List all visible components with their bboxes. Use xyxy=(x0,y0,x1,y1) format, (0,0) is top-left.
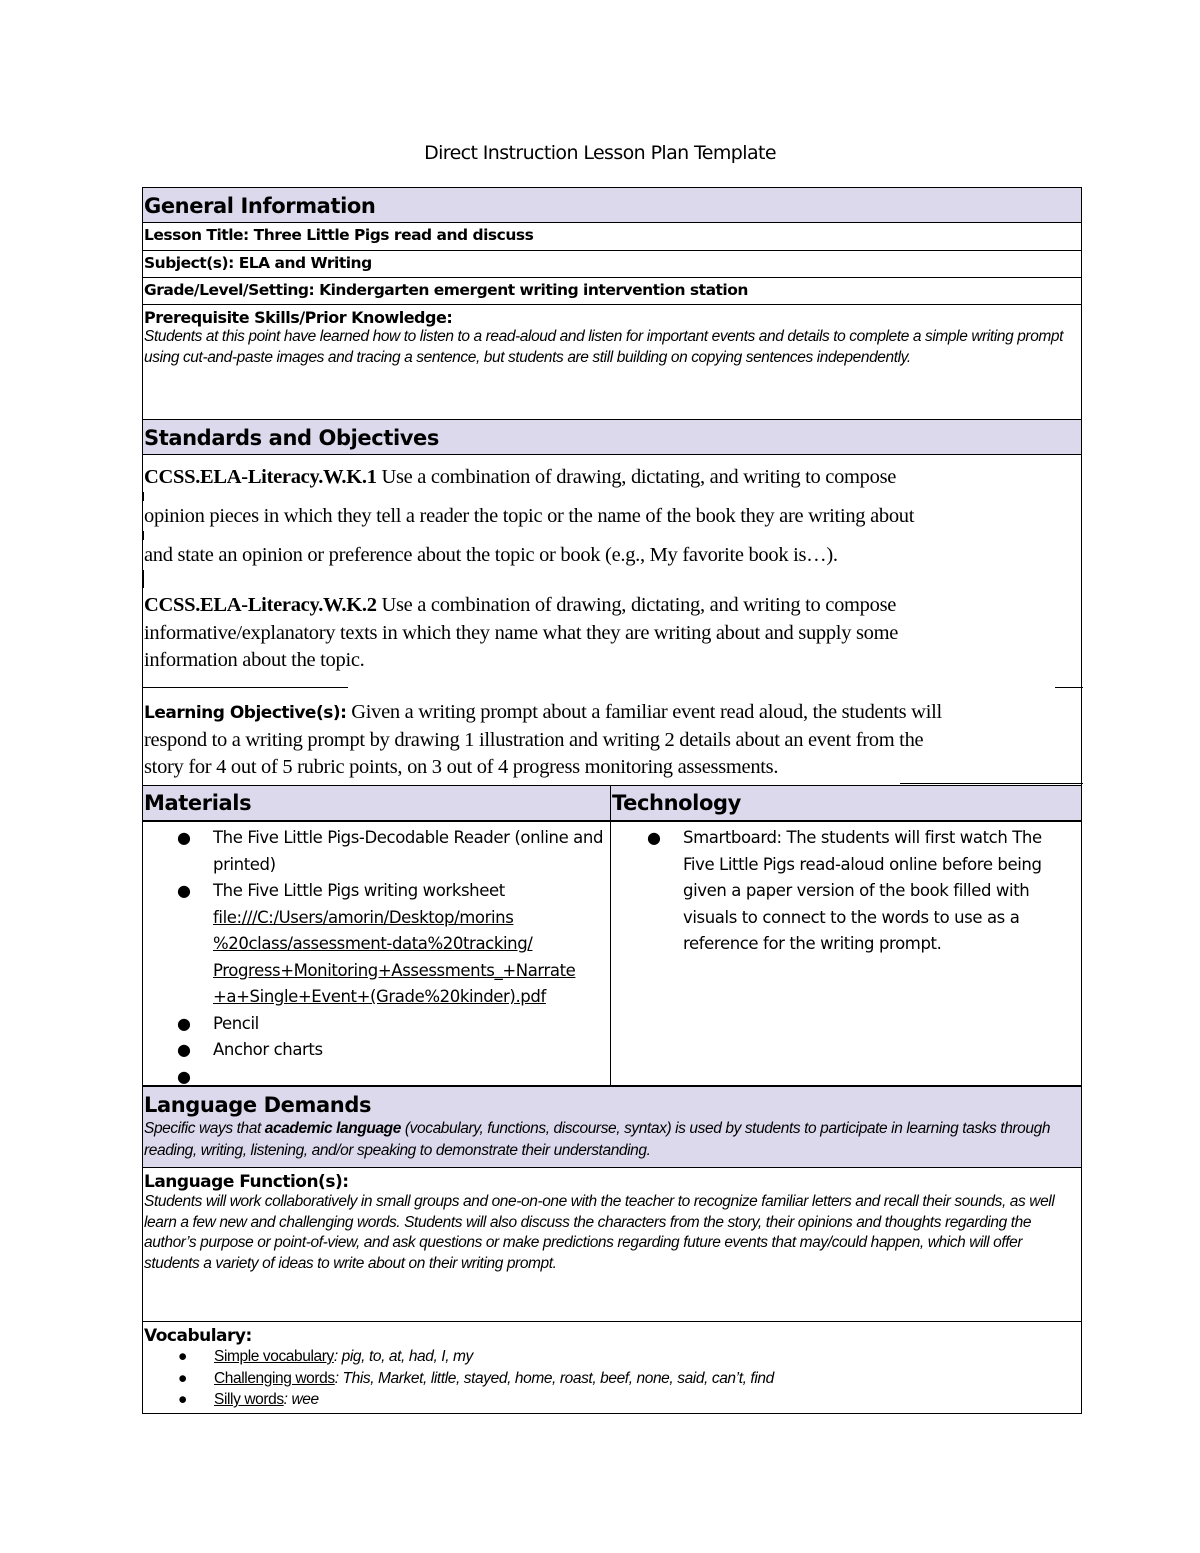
worksheet-link-line[interactable]: %20class/assessment-data%20tracking/ xyxy=(213,934,533,953)
worksheet-link-line[interactable]: +a+Single+Event+(Grade%20kinder).pdf xyxy=(213,987,546,1006)
list-item-text: Smartboard: The students will first watch The Five Little Pigs read-aloud online before being given a paper version of the book filled with visuals to connect to the words to use as a reference for the writing prompt. xyxy=(683,828,1042,953)
text-cursor-mark xyxy=(143,492,144,501)
materials-cell xyxy=(143,822,611,1085)
standard-w1-code: CCSS.ELA-Literacy.W.K.1 xyxy=(144,466,377,488)
intro-text: (vocabulary, functions, discourse, syntax) is used by students to participate in learning tasks through reading, writing, listening, and/or speaking to demonstrate their understanding. xyxy=(144,1120,1051,1159)
vocab-category: Challenging words xyxy=(214,1369,335,1387)
prereq-label: Prerequisite Skills/Prior Knowledge: xyxy=(144,308,453,327)
learning-objective-line3: story for 4 out of 5 rubric points, on 3 out of 4 progress monitoring assessments. xyxy=(144,756,779,778)
language-functions-cell xyxy=(142,1168,1082,1322)
prereq-text: Students at this point have learned how to listen to a read-aloud and listen for important events and details to complete a simple writing prompt using cut-and-paste images and tracing a sentence, but students are still building on copying sentences independently. xyxy=(144,328,1064,366)
learning-objective-line1 xyxy=(144,701,942,724)
divider-line xyxy=(900,783,1083,784)
text-cursor-mark xyxy=(143,531,144,540)
materials-list xyxy=(143,825,610,1090)
language-functions-label: Language Function(s): xyxy=(144,1172,349,1192)
vocabulary-list xyxy=(144,1346,1073,1411)
standard-w1-line1 xyxy=(144,466,896,489)
learning-objective-line2: respond to a writing prompt by drawing 1 illustration and writing 2 details about an event from the xyxy=(144,729,924,751)
vocab-category: Simple vocabulary xyxy=(214,1348,334,1365)
standard-w1-line3: and state an opinion or preference about the topic or book (e.g., My favorite book is…). xyxy=(144,544,838,566)
worksheet-link-line[interactable]: Progress+Monitoring+Assessments_+Narrate xyxy=(213,960,576,980)
list-item: ● Smartboard: The students will first watch The Five Little Pigs read-aloud online before being given a paper version of the book filled with visuals to connect to the words to use as a reference for the writing prompt. xyxy=(647,828,1042,953)
divider-line xyxy=(1055,687,1083,688)
worksheet-link-line[interactable]: file:///C:/Users/amorin/Desktop/morins xyxy=(213,907,514,927)
vocabulary-cell xyxy=(142,1322,1082,1414)
intro-bold: academic language xyxy=(264,1120,401,1137)
list-item-text: The Five Little Pigs-Decodable Reader (online and printed) xyxy=(213,828,604,874)
standard-w1-text1: Use a combination of drawing, dictating, and writing to compose xyxy=(376,466,897,488)
standard-w1-line2: opinion pieces in which they tell a reader the topic or the name of the book they are writing about xyxy=(144,505,915,527)
list-item: ● xyxy=(177,1066,191,1086)
materials-technology-body-row xyxy=(142,821,1082,1086)
learning-objective-text1: Given a writing prompt about a familiar event read aloud, the students will xyxy=(346,701,942,723)
learning-objective-label: Learning Objective(s): xyxy=(144,703,347,723)
standard-w2-line3: information about the topic. xyxy=(144,649,365,671)
vocab-words: : This, Market, little, stayed, home, roast, beef, none, said, can’t, find xyxy=(334,1369,774,1387)
language-demands-header xyxy=(142,1086,1082,1168)
standard-w2-line2: informative/explanatory texts in which they name what they are writing about and supply some xyxy=(144,622,899,644)
subjects-row: Subject(s): ELA and Writing xyxy=(142,251,1082,278)
language-functions-text: Students will work collaboratively in small groups and one-on-one with the teacher to recognize familiar letters and recall their sounds, as well learn a few new and challenging words. Students will also discuss the characters from the story, their opinions and thoughts regarding the author’s purpose or point-of-view, and ask questions or make predictions regarding future events that may/could happen, which will offer students a variety of ideas to write about on their writing prompt. xyxy=(144,1193,1055,1272)
list-item-text: The Five Little Pigs writing worksheet xyxy=(213,881,505,900)
language-demands-intro xyxy=(144,1118,1077,1162)
divider-line xyxy=(143,687,348,688)
list-item: ● Simple vocabulary: pig, to, at, had, I, my xyxy=(178,1348,473,1365)
technology-header: Technology xyxy=(611,786,1081,820)
list-item: ● Challenging words: This, Market, little, stayed, home, roast, beef, none, said, can’t, find xyxy=(178,1369,774,1387)
technology-list xyxy=(611,825,1081,958)
vocabulary-label: Vocabulary: xyxy=(144,1326,252,1346)
list-item: ● Pencil xyxy=(177,1013,259,1033)
lesson-plan-table xyxy=(142,187,1082,1414)
general-info-header: General Information xyxy=(142,187,1082,223)
standard-w2-line1 xyxy=(144,594,896,617)
language-demands-title: Language Demands xyxy=(144,1093,372,1117)
text-cursor-mark xyxy=(143,570,144,588)
prereq-cell xyxy=(142,305,1082,420)
standard-w2-text1: Use a combination of drawing, dictating, and writing to compose xyxy=(376,594,897,616)
document-title: Direct Instruction Lesson Plan Template xyxy=(424,142,776,164)
list-item-text: Pencil xyxy=(213,1013,259,1033)
standards-header: Standards and Objectives xyxy=(142,420,1082,455)
grade-row: Grade/Level/Setting: Kindergarten emergent writing intervention station xyxy=(142,278,1082,305)
materials-header: Materials xyxy=(143,786,611,820)
list-item-text: Anchor charts xyxy=(213,1040,323,1059)
materials-technology-header-row xyxy=(142,785,1082,821)
vocab-words: : pig, to, at, had, I, my xyxy=(333,1348,473,1365)
list-item: ● Silly words: wee xyxy=(178,1391,319,1408)
standard-w2-code: CCSS.ELA-Literacy.W.K.2 xyxy=(144,594,377,616)
vocab-words: : wee xyxy=(283,1391,319,1408)
list-item: ● The Five Little Pigs writing worksheet file:///C:/Users/amorin/Desktop/morins %20class/assessment-data%20tracking/ Progress+Monitoring+Assessments_+Narrate +a+Single+Event+(Grade%20kinder).pdf xyxy=(177,881,576,1006)
standards-cell xyxy=(142,455,1082,785)
vocab-category: Silly words xyxy=(214,1391,284,1408)
list-item: ● The Five Little Pigs-Decodable Reader (online and printed) xyxy=(177,828,604,874)
technology-cell xyxy=(611,822,1081,1085)
lesson-title-row: Lesson Title: Three Little Pigs read and discuss xyxy=(142,223,1082,251)
list-item: ● Anchor charts xyxy=(177,1040,323,1059)
intro-text: Specific ways that xyxy=(144,1120,265,1137)
